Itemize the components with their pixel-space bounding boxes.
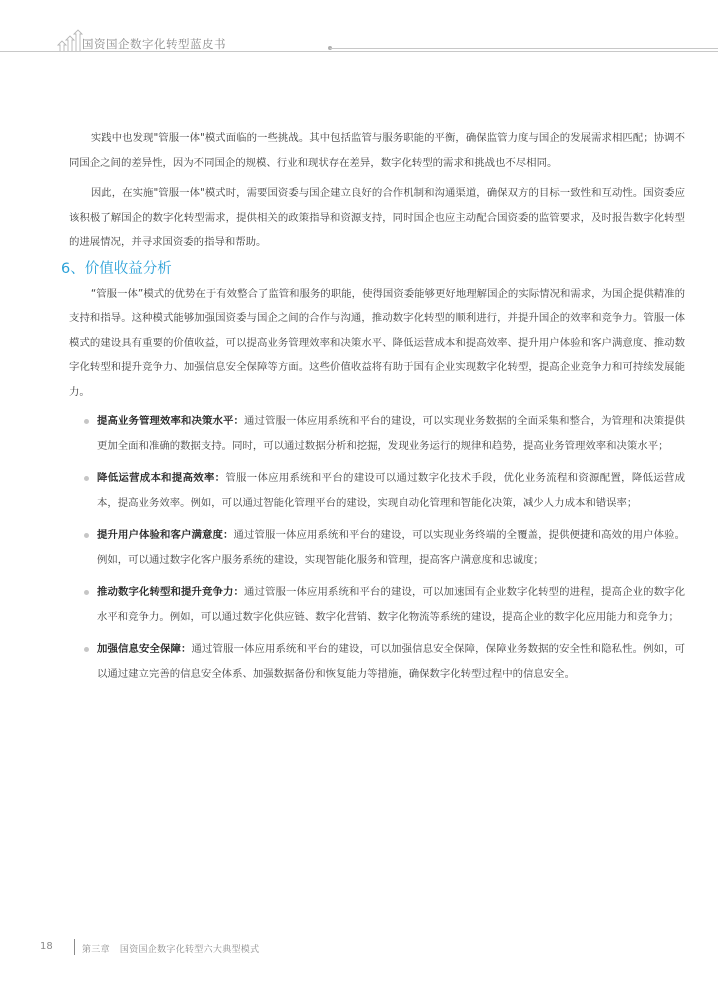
section-intro: “管服一体”模式的优势在于有效整合了监管和服务的职能，使得国资委能够更好地理解国企的实际情况和需求，为国企提供精准的支持和指导。这种模式能够加强国资委与国企之间的合作与沟通，推动数字化转型的顺利进行，并提升国企的效率和竞争力。管服一体模式的建设具有重要的价值收益，可以提高业务管理效率和决策水平、降低运营成本和提高效率、提升用户体验和客户满意度、推动数字化转型和提升竞争力、加强信息安全保障等方面。这些价值收益将有助于国有企业实现数字化转型，提高企业竞争力和可持续发展能力。 <box>69 287 685 398</box>
list-item-title: 降低运营成本和提高效率： <box>97 472 226 484</box>
list-item-text: 通过管服一体应用系统和平台的建设，可以加强信息安全保障，保障业务数据的安全性和隐私性。例如，可以通过建立完善的信息安全体系、加强数据备份和恢复能力等措施，确保数字化转型过程中的信息安全。 <box>97 643 686 680</box>
list-item <box>69 466 685 515</box>
paragraph: 实践中也发现"管服一体"模式面临的一些挑战。其中包括监管与服务职能的平衡，确保监管力度与国企的发展需求相匹配；协调不同国企之间的差异性，因为不同国企的规模、行业和现状存在差异，数字化转型的需求和挑战也不尽相同。 <box>69 132 685 169</box>
page-content <box>61 126 686 686</box>
list-item-text: 通过管服一体应用系统和平台的建设，可以加速国有企业数字化转型的进程，提高企业的数字化水平和竞争力。例如，可以通过数字化供应链、数字化营销、数字化物流等系统的建设，提高企业的数字化应用能力和竞争力； <box>97 586 685 623</box>
chapter-caption <box>82 942 259 955</box>
header-rule <box>330 48 718 49</box>
page-number: 18 <box>40 941 53 952</box>
page-header <box>0 0 718 60</box>
bullet-icon <box>84 533 89 538</box>
chapter-label: 第三章 <box>82 945 110 955</box>
list-item-title: 加强信息安全保障： <box>97 643 192 655</box>
list-item-text: 管服一体应用系统和平台的建设可以通过数字化技术手段，优化业务流程和资源配置，降低运营成本，提高业务效率。例如，可以通过智能化管理平台的建设，实现自动化管理和智能化决策，减少人力成本和错误率； <box>97 472 685 509</box>
bullet-icon <box>84 419 89 424</box>
list-item-text: 通过管服一体应用系统和平台的建设，可以实现业务数据的全面采集和整合，为管理和决策提供更加全面和准确的数据支持。同时，可以通过数据分析和挖掘，发现业务运行的规律和趋势，提高业务管理效率和决策水平； <box>97 415 685 452</box>
list-item-title: 推动数字化转型和提升竞争力： <box>97 586 245 598</box>
list-item <box>69 580 685 629</box>
list-item-title: 提升用户体验和客户满意度： <box>97 529 234 541</box>
list-item-text: 通过管服一体应用系统和平台的建设，可以实现业务终端的全覆盖，提供便捷和高效的用户体验。例如，可以通过数字化客户服务系统的建设，实现智能化服务和管理，提高客户满意度和忠诚度； <box>97 529 686 566</box>
paragraph: 因此，在实施"管服一体"模式时，需要国资委与国企建立良好的合作机制和沟通渠道，确保双方的目标一致性和互动性。国资委应该积极了解国企的数字化转型需求，提供相关的政策指导和资源支持，同时国企也应主动配合国资委的监管要求，及时报告数字化转型的进展情况，并寻求国资委的指导和帮助。 <box>69 187 685 248</box>
bullet-icon <box>84 476 89 481</box>
list-item-title: 提高业务管理效率和决策水平： <box>97 415 245 427</box>
list-item <box>69 637 685 686</box>
footer-divider <box>74 939 75 955</box>
benefits-list <box>69 409 685 686</box>
document-title: 国资国企数字化转型蓝皮书 <box>82 37 226 51</box>
bullet-icon <box>84 647 89 652</box>
chapter-title: 国资国企数字化转型六大典型模式 <box>119 945 260 955</box>
list-item <box>69 523 685 572</box>
list-item <box>69 409 685 458</box>
bullet-icon <box>84 590 89 595</box>
page-footer <box>0 935 718 965</box>
section-heading: 6、价值收益分析 <box>61 260 172 277</box>
